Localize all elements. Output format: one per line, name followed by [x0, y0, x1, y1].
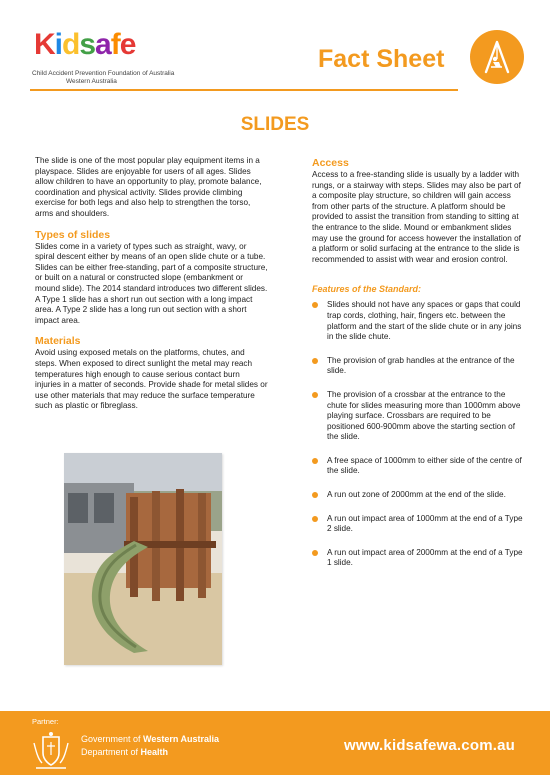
bullet-icon	[312, 492, 318, 498]
website-link[interactable]: www.kidsafewa.com.au	[344, 737, 515, 754]
page-title: SLIDES	[240, 114, 310, 135]
logo-letter: e	[119, 28, 136, 61]
logo-letter: K	[34, 28, 55, 61]
feature-text: A run out impact area of 2000mm at the end of a Type 1 slide.	[327, 547, 523, 568]
bullet-icon	[312, 516, 318, 522]
swing-icon	[470, 30, 524, 84]
feature-text: The provision of grab handles at the entrance of the slide.	[327, 355, 515, 376]
bullet-icon	[312, 302, 318, 308]
left-column	[35, 156, 268, 412]
dept-name: Health	[140, 747, 169, 757]
list-item	[312, 514, 527, 535]
logo-letter: a	[95, 28, 111, 61]
list-item	[312, 390, 527, 443]
slide-photo	[64, 453, 222, 665]
right-column	[312, 157, 527, 582]
logo-wordmark	[34, 28, 135, 62]
features-list	[312, 300, 527, 569]
partner-label: Partner:	[32, 717, 59, 726]
feature-text: A free space of 1000mm to either side of the centre of the slide.	[327, 455, 522, 476]
bullet-icon	[312, 550, 318, 556]
logo-subtitle: Child Accident Prevention Foundation of Australia	[32, 70, 175, 77]
features-heading: Features of the Standard:	[312, 284, 422, 295]
feature-text: A run out zone of 2000mm at the end of the slide.	[327, 490, 506, 500]
access-paragraph: Access to a free-standing slide is usually by a ladder with rungs, or a stairway with steps. Slides may also be part of a composite play structure, so children will gain access from other parts of the structure. A platform should be provided to assist the transition from standing to sitting at the entrance to the slide. Mound or embankment slides may use the ground for access however the installation of a platform or solid surfacing at the entrance to the slide is recommended to assist with wear and erosion control.	[312, 170, 521, 264]
bullet-icon	[312, 458, 318, 464]
gov-prefix: Government of	[81, 734, 144, 744]
list-item	[312, 490, 527, 501]
logo-letter: f	[110, 28, 120, 61]
access-heading: Access	[312, 157, 349, 169]
list-item	[312, 300, 527, 342]
department-name	[81, 747, 168, 757]
logo-letter: d	[62, 28, 80, 61]
logo-letter: s	[79, 28, 96, 61]
logo-letter: i	[54, 28, 63, 61]
materials-heading: Materials	[35, 335, 81, 348]
footer	[0, 711, 550, 775]
dept-prefix: Department of	[81, 747, 141, 757]
feature-text: The provision of a crossbar at the entrance to the chute for slides measuring more than 1000mm above playing surface. Crossbars are required to be positioned 600-900mm above the starting section of the slide.	[327, 389, 521, 442]
types-heading: Types of slides	[35, 228, 111, 241]
feature-text: Slides should not have any spaces or gaps that could trap cords, clothing, hair, fingers etc. between the platform and the start of the slide chute or in any joins in the slide chute.	[327, 300, 522, 342]
materials-paragraph: Avoid using exposed metals on the platforms, chutes, and steps. When exposed to direct sunlight the metal may reach temperatures high enough to cause serious contact burn injuries in a matter of seconds. Provide shade for metal slides or use other materials that may reduce the surface temperature such as plastic or fibreglass.	[35, 348, 268, 411]
government-name	[81, 734, 219, 744]
bullet-icon	[312, 392, 318, 398]
list-item	[312, 456, 527, 477]
logo-region: Western Australia	[66, 78, 117, 85]
types-paragraph: Slides come in a variety of types such as straight, wavy, or spiral descent either by means of an open slide chute or a tube. Slides can be either free-standing, part of a composite structure, or built on a natural or constructed slope (embankment or mound slide). The 2014 standard introduces two different slides. A Type 1 slide has a short run out section with a long impact area. A Type 2 slide has a long run out section with a short impact area.	[35, 241, 268, 325]
kidsafe-logo	[32, 28, 182, 93]
list-item	[312, 356, 527, 377]
feature-text: A run out impact area of 1000mm at the end of a Type 2 slide.	[327, 513, 523, 534]
fact-sheet-title: Fact Sheet	[318, 45, 445, 73]
list-item	[312, 548, 527, 569]
bullet-icon	[312, 358, 318, 364]
intro-paragraph: The slide is one of the most popular play equipment items in a playspace. Slides are enjoyable for users of all ages. Slides allow children to have an opportunity to play, promote balance, coordination and physical activity. Slides provide climbing exercise for both legs and also help to strengthen the torso, arms and shoulders.	[35, 156, 262, 218]
wa-crest-icon	[30, 731, 72, 771]
header-divider	[30, 89, 458, 91]
gov-state: Western Australia	[143, 734, 220, 744]
